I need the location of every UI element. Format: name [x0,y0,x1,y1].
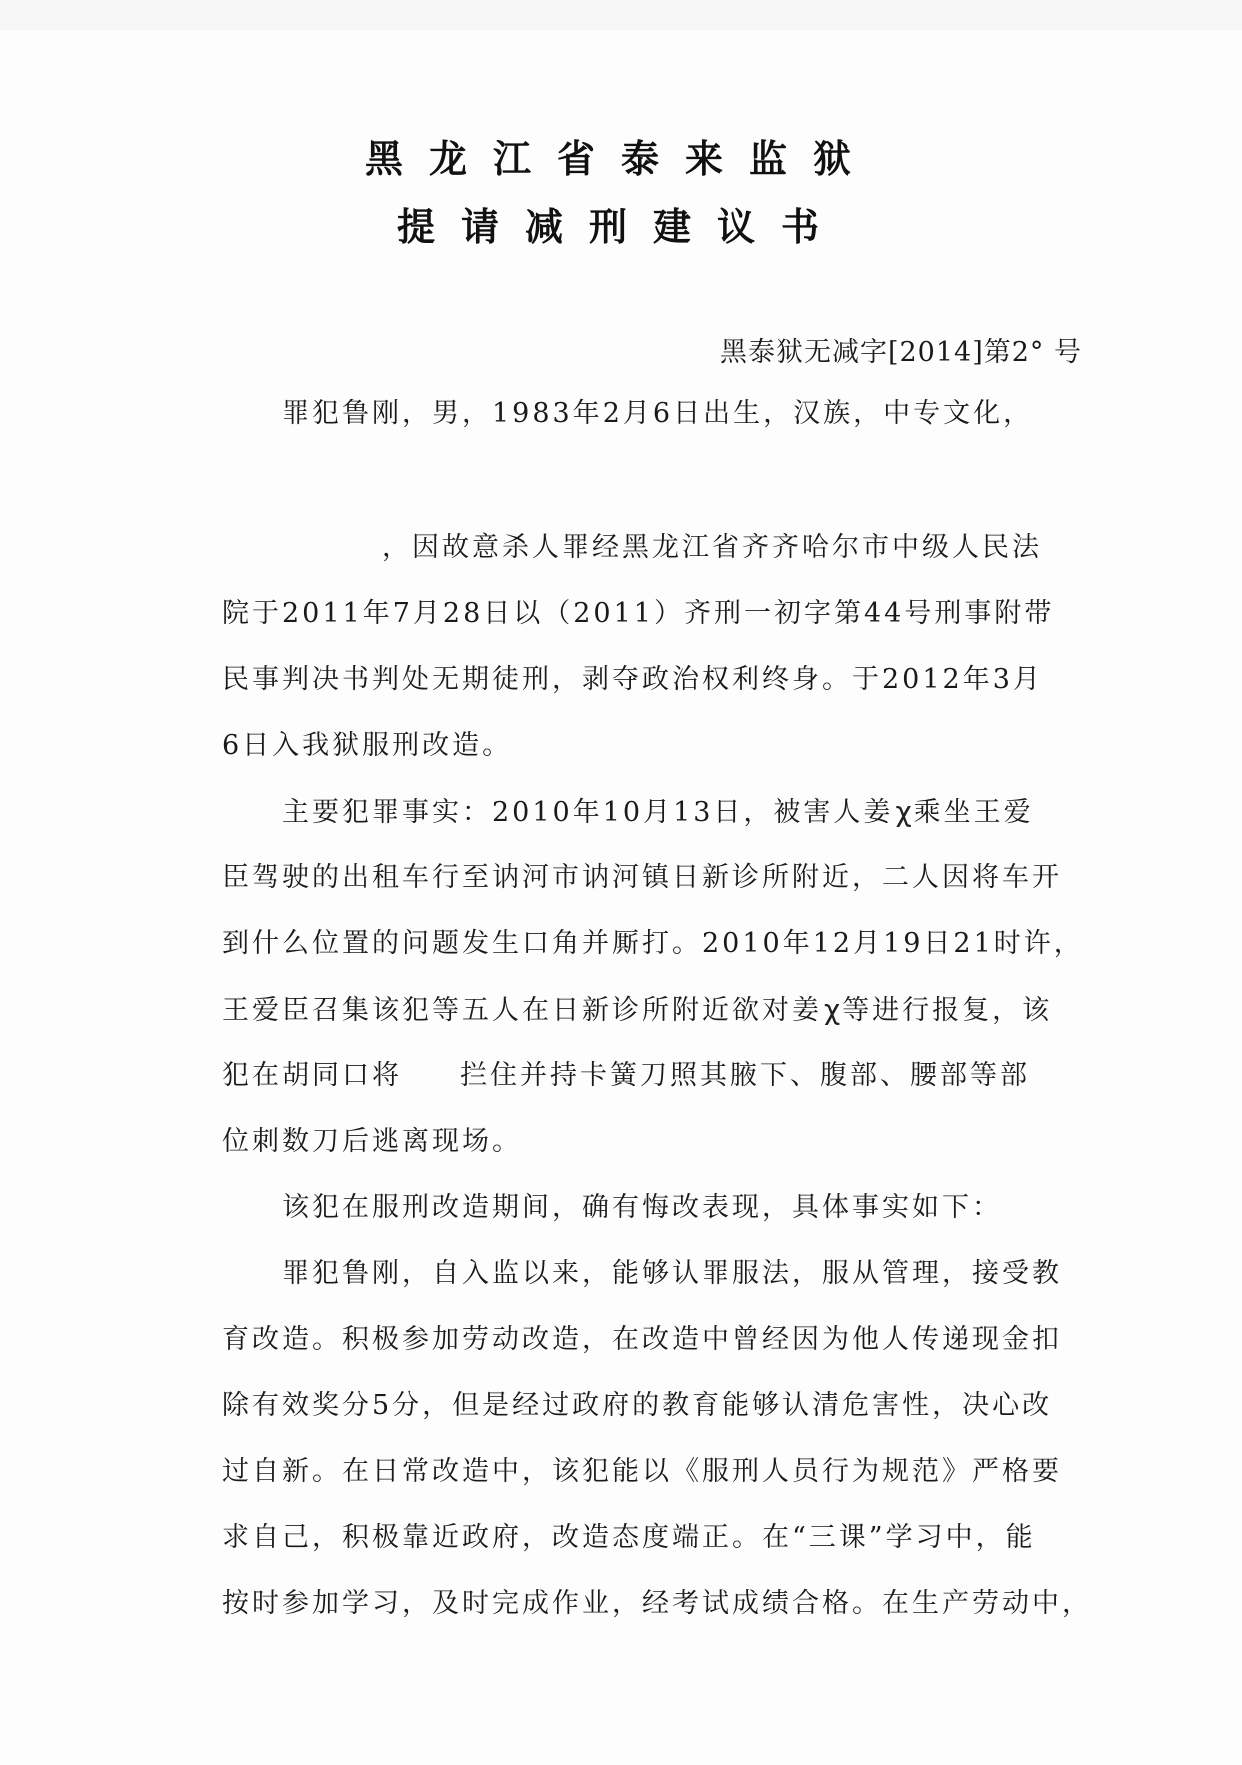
text-line-6-part-b: 乘坐王爱 [913,797,1034,828]
text-line-6-part-a: 主要犯罪事实：2010年10月13日，被害人姜 [282,797,894,828]
document-number: 黑泰狱无减字[2014]第2° 号 [719,337,1082,368]
text-line-15: 除有效奖分5分，但是经过政府的教育能够认清危害性，决心改 [222,1390,1053,1421]
title-line-1: 黑龙江省泰来监狱 [364,137,877,181]
handwritten-mark: χ [824,993,841,1026]
text-line-14: 育改造。积极参加劳动改造，在改造中曾经因为他人传递现金扣 [222,1324,1062,1355]
text-line-10-part-b: 拦住并持卡簧刀照其腋下、腹部、腰部等部 [460,1060,1030,1091]
text-line-16: 过自新。在日常改造中，该犯能以《服刑人员行为规范》严格要 [222,1456,1062,1487]
text-line-9-part-a: 王爱臣召集该犯等五人在日新诊所附近欲对姜 [222,995,822,1026]
title-line-2: 提请减刑建议书 [396,205,845,249]
text-line-10 [222,1058,1082,1094]
text-line-6 [282,794,1082,831]
text-line-9 [222,992,1082,1029]
text-line-9-part-b: 等进行报复，该 [842,995,1053,1026]
redacted-area [402,1058,460,1094]
text-line-8: 到什么位置的问题发生口角并厮打。2010年12月19日21时许， [222,928,1084,959]
text-line-1: 罪犯鲁刚，男，1983年2月6日出生，汉族，中专文化， [282,398,1034,429]
text-line-2-content: ，因故意杀人罪经黑龙江省齐齐哈尔市中级人民法 [382,532,1042,563]
text-line-11: 位刺数刀后逃离现场。 [222,1126,522,1157]
handwritten-mark: χ [895,795,912,828]
text-line-12: 该犯在服刑改造期间，确有悔改表现，具体事实如下： [282,1192,1002,1223]
text-line-3: 院于2011年7月28日以（2011）齐刑一初字第44号刑事附带 [222,598,1055,629]
text-line-2 [222,530,1082,566]
text-line-17: 求自己，积极靠近政府，改造态度端正。在“三课”学习中，能 [222,1522,1036,1553]
text-line-5: 6日入我狱服刑改造。 [222,730,513,761]
redacted-area [222,530,382,566]
text-line-7: 臣驾驶的出租车行至讷河市讷河镇日新诊所附近，二人因将车开 [222,862,1062,893]
text-line-4: 民事判决书判处无期徒刑，剥夺政治权利终身。于2012年3月 [222,664,1043,695]
text-line-18: 按时参加学习，及时完成作业，经考试成绩合格。在生产劳动中， [222,1588,1092,1619]
scan-edge [0,0,1242,30]
text-line-10-part-a: 犯在胡同口将 [222,1060,402,1091]
text-line-13: 罪犯鲁刚，自入监以来，能够认罪服法，服从管理，接受教 [282,1258,1062,1289]
